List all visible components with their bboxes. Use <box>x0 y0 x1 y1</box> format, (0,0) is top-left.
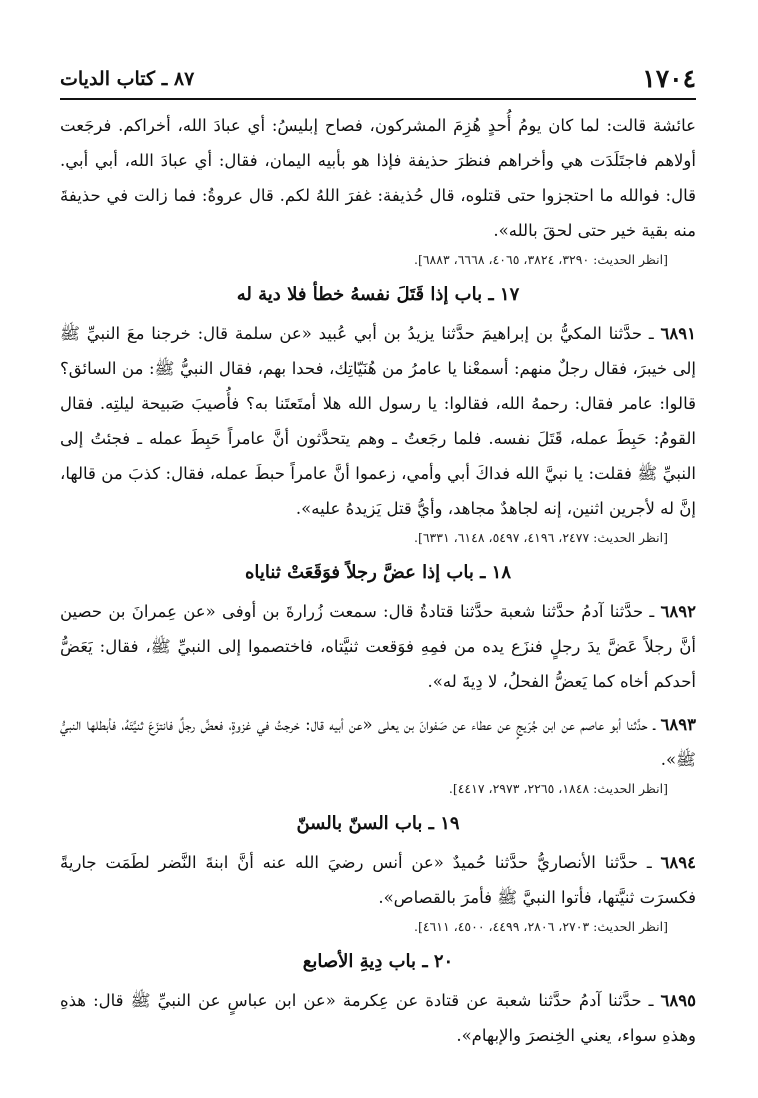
section-heading: ١٩ ـ باب السنّ بالسنّ <box>296 813 460 834</box>
hadith-text: ـ حدَّثنا أبو عاصم عن ابن جُرَيجٍ عن عطاء عن صَفوانَ بن يعلى «عن أبيه قال: خرجتُ في غزوةٍ، فعضَّ رجلٌ فانتزَعَ ثنيَّتَهُ، فأبطلها النبيُّ ﷺ». <box>60 715 696 769</box>
hadith-paragraph <box>60 845 696 915</box>
section-heading: ١٨ ـ باب إذا عضَّ رجلاً فوَقَعَتْ ثناياه <box>244 562 511 583</box>
hadith-number: ٦٨٩٣ <box>660 715 696 734</box>
hadith-number: ٦٨٩٤ <box>660 853 696 872</box>
section-heading: ٢٠ ـ باب دِيةِ الأصابع <box>302 951 454 972</box>
chapter-title: ٨٧ ـ كتاب الديات <box>60 68 195 90</box>
hadith-paragraph <box>60 707 696 777</box>
hadith-number: ٦٨٩٥ <box>660 991 696 1010</box>
hadith-paragraph <box>60 316 696 526</box>
hadith-paragraph <box>60 594 696 699</box>
hadith-text: ـ حدَّثنا آدمُ حدَّثنا شعبة عن قتادة عن عِكرمة «عن ابن عباسٍ عن النبيِّ ﷺ قال: هذهِ وهذهِ سواء، يعني الخِنصرَ والإبهام». <box>60 991 696 1045</box>
page-header <box>60 64 696 100</box>
hadith-number: ٦٨٩٢ <box>660 602 696 621</box>
hadith-number: ٦٨٩١ <box>660 324 696 343</box>
page-number: ١٧٠٤ <box>642 64 696 93</box>
hadith-text: ـ حدَّثنا المكيُّ بن إبراهيمَ حدَّثنا يزيدُ بن أبي عُبيد «عن سلمة قال: خرجنا معَ النبيِّ ﷺ إلى خيبرَ، فقال رجلٌ منهم: أسمعْنا يا عامرُ من هُنَيّاتِك، فحدا بهم، فقال النبيُّ ﷺ: من السائق؟ قالوا: عامر فقال: رحمهُ الله، فقالوا: يا رسول الله هلا أمتَعتَنا به؟ فأُصيبَ صَبيحة ليلتِه. فقال القومُ: حَبِطَ عمله، قَتَلَ نفسه. فلما رجَعتُ ـ وهم يتحدَّثون أنَّ عامراً حَبِطَ عمله ـ فجئتُ إلى النبيِّ ﷺ فقلت: يا نبيَّ الله فداكَ أبي وأمي، زعموا أنَّ عامراً حبطَ عمله، فقال: كذبَ من قالها، إنَّ له لأجرين اثنين، إنه لجاهدٌ مجاهد، وأيُّ قتل يَزيدهُ عليه». <box>60 324 696 518</box>
hadith-text: ـ حدَّثنا الأنصاريُّ حدَّثنا حُميدٌ «عن أنس رضيَ الله عنه أنَّ ابنةَ النَّضر لطَمَت جاريةً فكسرَت ثنيَّتها، فأتوا النبيَّ ﷺ فأمرَ بالقصاص». <box>60 853 696 907</box>
hadith-text: ـ حدَّثنا آدمُ حدَّثنا شعبة حدَّثنا قتادةُ قال: سمعت زُرارةَ بن أوفى «عن عِمرانَ بن حصين أنَّ رجلاً عَضَّ يدَ رجلٍ فنزَع يده من فمِهِ فوَقعت ثنيَّتاه، فاختصموا إلى النبيِّ ﷺ، فقال: يَعَضُّ أحدكم أخاه كما يَعضُّ الفحلُ، لا دِيةَ له». <box>60 602 696 691</box>
spacer <box>60 699 696 707</box>
hadith-cross-reference: [انظر الحديث: ٢٤٧٧، ٤١٩٦، ٥٤٩٧، ٦١٤٨، ٦٣٣١]. <box>413 530 668 545</box>
hadith-paragraph <box>60 983 696 1053</box>
hadith-cross-reference: [انظر الحديث: ١٨٤٨، ٢٢٦٥، ٢٩٧٣، ٤٤١٧]. <box>448 781 668 796</box>
page-body <box>60 108 696 1053</box>
section-heading: ١٧ ـ باب إذا قَتَلَ نفسهُ خطأ فلا دية له <box>236 284 520 305</box>
hadith-cross-reference: [انظر الحديث: ٢٧٠٣، ٢٨٠٦، ٤٤٩٩، ٤٥٠٠، ٤٦١١]. <box>413 919 668 934</box>
continued-hadith-text: عائشة قالت: لما كان يومُ أُحدٍ هُزِمَ المشركون، فصاح إبليسُ: أي عبادَ الله، أخراكم. فرجَعت أولاهم فاجتَلَدَت هي وأخراهم فنظرَ حذيفة فإذا هو بأبيه اليمان، فقال: أي عبادَ الله، أبي أبي. قال: فوالله ما احتجزوا حتى قتلوه، قال حُذيفة: غفرَ اللهُ لكم. قال عروةُ: فما زالت في حذيفةَ منه بقية خير حتى لحقَ بالله». <box>60 116 696 240</box>
hadith-cross-reference: [انظر الحديث: ٣٢٩٠، ٣٨٢٤، ٤٠٦٥، ٦٦٦٨، ٦٨٨٣]. <box>413 252 668 267</box>
